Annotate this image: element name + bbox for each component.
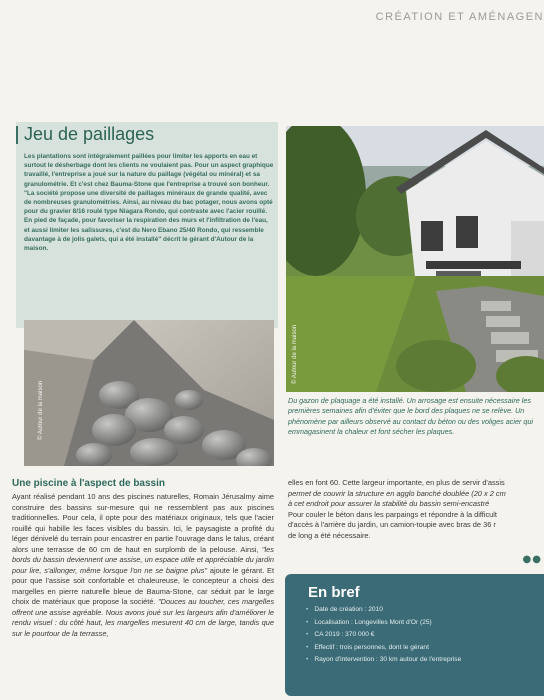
house-photo	[286, 126, 544, 392]
article-line: permet de couvrir la structure en agglo banché doublée (20 x 2 cm	[288, 488, 506, 498]
en-bref-item: • CA 2019 : 370 000 €	[306, 629, 461, 642]
article-title: Une piscine à l'aspect de bassin	[12, 478, 165, 489]
en-bref-item: • Localisation : Longevilles Mont d'Or (25)	[306, 617, 461, 630]
article-line: de long a été nécessaire.	[288, 530, 371, 540]
article-line: d'accès à l'arrière du jardin, un camion-toupie avec bras de 36 r	[288, 520, 496, 529]
article-column-left	[12, 492, 274, 639]
en-bref-item: • Date de création : 2010	[306, 604, 461, 617]
sidebar-title: Jeu de paillages	[24, 124, 155, 144]
en-bref-list	[306, 604, 461, 667]
article-line: elles en font 60. Cette largeur importante, en plus de servir d'assis	[288, 478, 505, 487]
photo-caption: Du gazon de plaquage a été installé. Un arrosage est ensuite nécessaire les premières semaines afin d'éviter que le bord des plaques ne se relève. Un phénomène par ailleurs observé au contact du béton ou des voliges acier qui emmagasinent la chaleur et font sécher les plaques.	[288, 396, 533, 437]
section-rubric: CRÉATION ET AMÉNAGEN	[375, 11, 544, 23]
article-line: Pour couler le béton dans les parpaings et répondre à la difficult	[288, 509, 497, 519]
gravel-photo-credit: © Autour de la maison	[38, 380, 44, 440]
sidebar-accent-bar	[16, 126, 18, 144]
en-bref-item: • Effectif : trois personnes, dont le gérant	[306, 642, 461, 655]
end-dots: ●●	[522, 554, 542, 565]
house-illustration	[286, 126, 544, 392]
article-paragraph: Ayant réalisé pendant 10 ans des piscines naturelles, Romain Jérusalmy aime construire des bassins sur-mesure qui ne ressemblent pas aux piscines traditionnelles. Pour cela, il opte pour des matériaux originaux, tels que l'acier rouillé qui habille les faces visibles du bassin. Ici, le paysagiste a profité du léger dénivelé du terrain pour encastrer en partie l'ouvrage dans le talus, créant alors une terrasse de 60 cm de haut en surplomb de la pelouse. Ainsi,	[12, 492, 274, 554]
en-bref-item: • Rayon d'intervention : 30 km autour de l'entreprise	[306, 654, 461, 667]
article-line: à cet endroit pour assurer la stabilité du bassin semi-encastré	[288, 499, 490, 508]
article-column-right	[288, 478, 544, 541]
gravel-illustration	[24, 320, 274, 466]
article-quote: "les bords du bassin deviennent une assise, un espace utile et appréciable du jardin pour lire, s'allonger, même lorsque l'on ne se baigne plus"	[12, 544, 274, 575]
article-quote: "Douces au toucher, ces margelles offrent une assise agréable. Nous avons joué sur les largeurs afin d'améliorer le rendu visuel : du côté haut, les margelles mesurent 40 cm de large, tandis que sur le pourtour de la terrasse,	[12, 597, 275, 638]
sidebar-body: Les plantations sont intégralement paillées pour limiter les apports en eau et surtout le désherbage dont les clients ne voulaient pas. Pour un aspect graphique travaillé, l'entreprise a joué sur la nature du paillage (végétal ou minéral) et sa granulométrie. Et c'est chez Bauma-Stone que l'entreprise a trouvé son bonheur. "La société propose une diversité de paillages minéraux de grande qualité, avec de nombreuses granulométries. Ainsi, au niveau du bac potager, nous avons opté pour du gravier 8/16 roulé type Niagara Rondo, qui contraste avec l'acier rouillé. En pied de façade, pour favoriser la respiration des murs et l'infiltration de l'eau, et aussi limiter les salissures, c'est du Nero Ebano 25/40 Rondo, qui ressemble davantage à de jolis galets, qui a été installé" décrit le gérant d'Autour de la maison.	[24, 153, 274, 253]
gravel-photo	[24, 320, 274, 466]
article-paragraph: ajoute le gérant. Et pour que l'assise soit confortable et chaleureuse, le concepteur a choisi des margelles en pierre naturelle bleue de Bauma-Stone, car séduit par le large choix de matériaux que propose la société.	[12, 565, 274, 606]
house-photo-credit: © Autour de la maison	[292, 324, 298, 384]
en-bref-title: En bref	[308, 584, 360, 601]
